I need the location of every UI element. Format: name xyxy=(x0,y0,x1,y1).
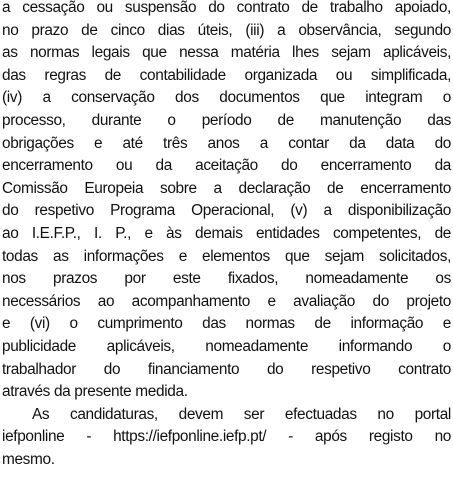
text-line: ao I.E.F.P., I. P., e às demais entidades competentes, de xyxy=(2,224,451,242)
text-line: trabalhador do financiamento do respetivo contrato xyxy=(2,360,451,378)
text-line: a cessação ou suspensão do contrato de trabalho apoiado, xyxy=(2,0,451,16)
text-line: através da presente medida. xyxy=(2,383,188,401)
text-line: das regras de contabilidade organizada ou simplificada, xyxy=(2,66,451,84)
text-line: todas as informações e elementos que sejam solicitados, xyxy=(2,247,451,265)
text-line: publicidade aplicáveis, nomeadamente informando o xyxy=(2,337,451,355)
text-line-portal-link: iefponline - https://iefponline.iefp.pt/ - após registo no xyxy=(2,428,451,446)
text-line: processo, durante o período de manutenção das xyxy=(2,111,451,129)
paragraph-obligations xyxy=(2,0,451,404)
text-line: nos prazos por este fixados, nomeadamente os xyxy=(2,270,451,288)
text-line: mesmo. xyxy=(2,450,55,468)
text-line: (iv) a conservação dos documentos que integram o xyxy=(2,89,451,107)
text-line: e (vi) o cumprimento das normas de informação e xyxy=(2,315,451,333)
paragraph-applications xyxy=(2,404,451,472)
text-line: obrigações e até três anos a contar da data do xyxy=(2,134,451,152)
text-line: necessários ao acompanhamento e avaliação do projeto xyxy=(2,292,451,310)
text-line: encerramento ou da aceitação do encerramento da xyxy=(2,157,451,175)
text-line-indented: As candidaturas, devem ser efectuadas no portal xyxy=(32,405,451,423)
text-line: as normas legais que nessa matéria lhes sejam aplicáveis, xyxy=(2,44,451,62)
text-line: Comissão Europeia sobre a declaração de encerramento xyxy=(2,179,451,197)
text-line: no prazo de cinco dias úteis, (iii) a observância, segundo xyxy=(2,21,451,39)
text-line: do respetivo Programa Operacional, (v) a disponibilização xyxy=(2,202,451,220)
